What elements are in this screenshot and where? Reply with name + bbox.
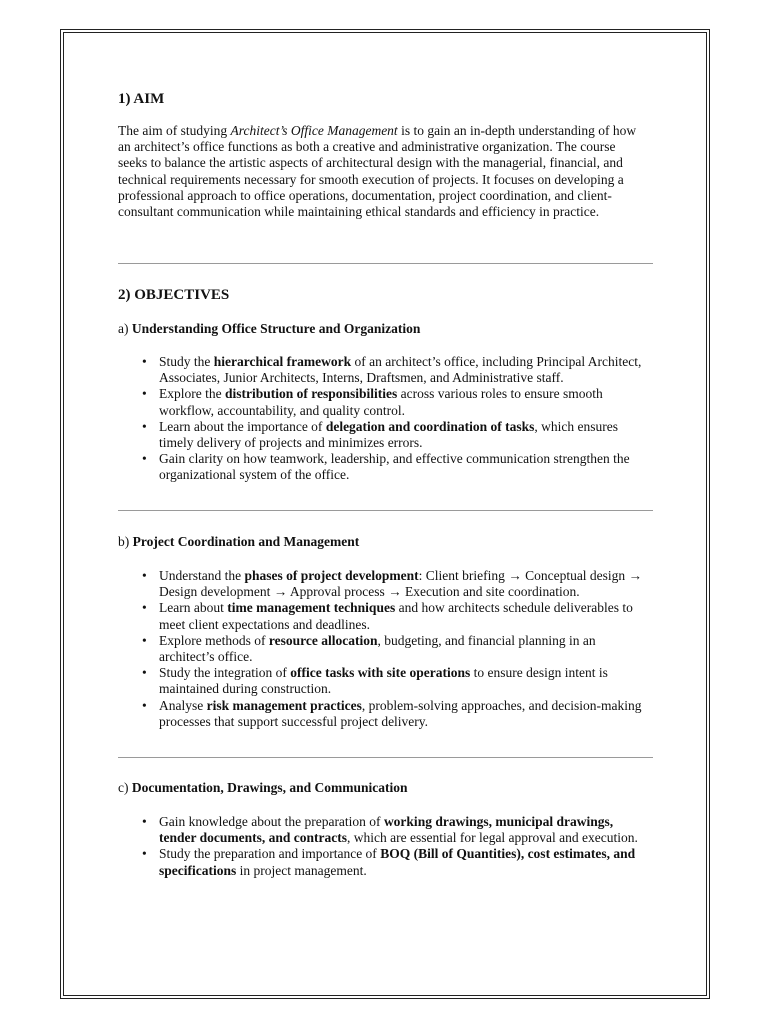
section-divider	[118, 263, 653, 264]
section-b-title	[118, 534, 646, 550]
aim-paragraph	[118, 123, 646, 220]
list-item: • Learn about the importance of delegation and coordination of tasks, which ensures timely delivery of projects and minimizes errors.	[118, 419, 646, 451]
objectives-heading: 2) OBJECTIVES	[118, 287, 230, 303]
section-a-prefix: a)	[118, 321, 132, 336]
section-c-bullet-list	[118, 814, 646, 879]
section-c-list-wrap	[118, 814, 646, 879]
list-item: • Study the integration of office tasks with site operations to ensure design intent is maintained during construction.	[118, 665, 646, 697]
aim-section	[118, 89, 646, 109]
aim-course-title: Architect’s Office Management	[230, 123, 398, 138]
aim-heading: 1) AIM	[118, 91, 165, 107]
objectives-heading-wrap	[118, 285, 646, 305]
section-c-title-text: Documentation, Drawings, and Communication	[131, 780, 408, 795]
aim-text-before: The aim of studying	[118, 123, 231, 138]
list-item: • Explore the distribution of responsibilities across various roles to ensure smooth workflow, accountability, and quality control.	[118, 386, 646, 418]
divider-3-wrap	[118, 757, 646, 758]
divider-1-wrap	[118, 263, 646, 264]
section-a-bullet-list	[118, 354, 646, 484]
list-item: • Gain clarity on how teamwork, leadership, and effective communication strengthen the organizational system of the office.	[118, 451, 646, 483]
section-c-prefix: c)	[118, 780, 132, 795]
section-b-list-wrap	[118, 568, 646, 730]
section-b-prefix: b)	[118, 534, 133, 549]
list-item: • Understand the phases of project development: Client briefing → Conceptual design → Design development → Approval process → Execution and site coordination.	[118, 568, 646, 600]
section-b-title-wrap	[118, 534, 646, 550]
section-c-title	[118, 780, 646, 796]
list-item: • Explore methods of resource allocation, budgeting, and financial planning in an architect’s office.	[118, 633, 646, 665]
section-b-title-text: Project Coordination and Management	[132, 534, 360, 549]
divider-2-wrap	[118, 510, 646, 511]
list-item: • Gain knowledge about the preparation of working drawings, municipal drawings, tender documents, and contracts, which are essential for legal approval and execution.	[118, 814, 646, 846]
list-item: • Analyse risk management practices, problem-solving approaches, and decision-making processes that support successful project delivery.	[118, 698, 646, 730]
section-a-title-wrap	[118, 321, 646, 337]
list-item: • Study the preparation and importance of BOQ (Bill of Quantities), cost estimates, and specifications in project management.	[118, 846, 646, 878]
section-a-list-wrap	[118, 354, 646, 484]
section-c-title-wrap	[118, 780, 646, 796]
aim-paragraph-wrap	[118, 123, 646, 220]
list-item: • Study the hierarchical framework of an architect’s office, including Principal Architect, Associates, Junior Architects, Interns, Draftsmen, and Administrative staff.	[118, 354, 646, 386]
list-item: • Learn about time management techniques and how architects schedule deliverables to meet client expectations and deadlines.	[118, 600, 646, 632]
section-a-title-text: Understanding Office Structure and Organization	[131, 321, 421, 336]
aim-text-after: is to gain an in-depth understanding of how an architect’s office functions as both a creative and administrative organization. The course seeks to balance the artistic aspects of architectural design with the managerial, financial, and technical requirements necessary for smooth execution of projects. It focuses on developing a professional approach to office operations, documentation, project coordination, and client-consultant communication while maintaining ethical standards and efficiency in practice.	[118, 123, 637, 220]
section-divider	[118, 510, 653, 511]
section-b-bullet-list	[118, 568, 646, 730]
section-divider	[118, 757, 653, 758]
section-a-title	[118, 321, 646, 337]
